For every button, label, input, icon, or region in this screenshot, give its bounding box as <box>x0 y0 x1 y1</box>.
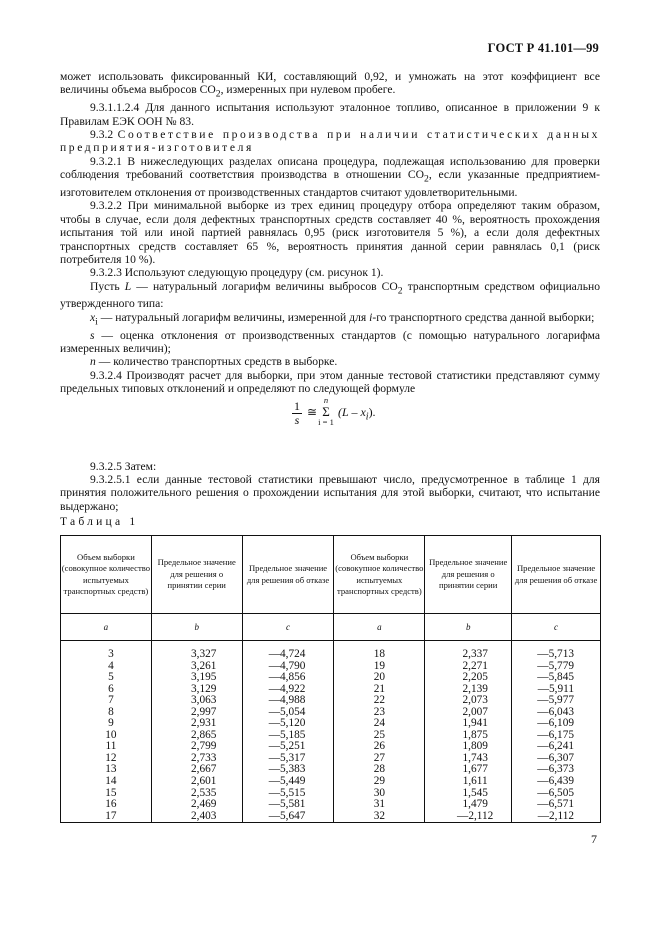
table-cell: 2,073 <box>462 694 488 707</box>
table-cell: 5 <box>108 671 114 684</box>
table-cell: 2,931 <box>191 717 217 730</box>
table-cell: 21 <box>373 682 386 695</box>
table-cell: —5,911 <box>537 682 574 695</box>
table-cell: 28 <box>373 763 386 776</box>
table-cell: —2,112 <box>537 809 574 822</box>
table-header-row <box>61 536 601 614</box>
table-cell: 3,261 <box>191 659 217 672</box>
document-code-header: ГОСТ Р 41.101—99 <box>487 41 599 55</box>
paragraph-9-3-2-5: 9.3.2.5 Затем: <box>90 459 157 473</box>
table-cell: —2,112 <box>457 809 494 822</box>
table-cell: 32 <box>373 809 386 822</box>
table-cell: 1,941 <box>462 717 488 730</box>
letter-cell: a <box>334 614 425 641</box>
table-cell: —5,647 <box>268 809 306 822</box>
table-title: Таблица 1 <box>60 515 139 528</box>
table-cell: 18 <box>373 648 386 660</box>
table-cell: 3 <box>108 648 114 660</box>
formula-expression: $(L - x_i)$. <box>338 404 376 422</box>
table-cell: 7 <box>108 694 114 707</box>
header-accept-right: Предельное значение для решения о принятии серии <box>425 536 512 614</box>
table-cell: 20 <box>373 671 386 684</box>
definition-s: s — оценка отклонения от производственных стандартов (с помощью натурального логарифма измеренных величин); <box>60 328 600 355</box>
letter-cell: c <box>242 614 334 641</box>
paragraph-9-3-2-4: 9.3.2.4 Производят расчет для выборки, при этом данные тестовой статистики представляют сумму предельных типовых отклонений и определяют по следующей формуле <box>60 368 600 396</box>
table-cell: 24 <box>373 717 386 730</box>
table-cell: 2,799 <box>191 740 217 753</box>
table-cell: 30 <box>373 786 386 799</box>
section-heading-9-3-2: 9.3.2 Соответствие производства при наличии статистических данных предприятия-изготовителя <box>60 127 600 155</box>
table-cell: 8 <box>108 705 114 718</box>
table-cell: 23 <box>373 705 386 718</box>
table-cell: 3,063 <box>191 694 217 707</box>
table-cell: 2,997 <box>191 705 217 718</box>
column-reject-left <box>242 641 334 823</box>
table-cell: 2,007 <box>462 705 488 718</box>
document-body <box>60 70 600 513</box>
table-cell: 25 <box>373 728 386 741</box>
test-statistic-formula <box>60 396 600 460</box>
table-cell: —4,790 <box>268 659 306 672</box>
table-cell: 1,677 <box>462 763 488 776</box>
paragraph-9-3-2-5-1: 9.3.2.5.1 если данные тестовой статистики превышают число, предусмотренное в таблице 1 для принятия положительного решения о прохождении испытания для этой выборки, считают, что испытание выдержано; <box>60 473 600 513</box>
table-cell: 2,205 <box>462 671 488 684</box>
table-cell: 1,875 <box>462 728 488 741</box>
letter-cell: b <box>151 614 242 641</box>
table-cell: 1,479 <box>462 798 488 811</box>
table-cell: —6,439 <box>537 775 574 788</box>
table-cell: 12 <box>105 751 117 764</box>
table-cell: 2,667 <box>191 763 217 776</box>
table-cell: 17 <box>105 809 117 822</box>
table-cell: 3,195 <box>191 671 217 684</box>
table-cell: —5,779 <box>537 659 574 672</box>
table-cell: —5,845 <box>537 671 574 684</box>
table-cell: —5,581 <box>268 798 306 811</box>
table-cell: —6,505 <box>537 786 574 799</box>
paragraph-9-3-2-2: 9.3.2.2 При минимальной выборке из трех единиц процедуру отбора определяют таким образом, чтобы в случае, если доля дефектных транспортных средств составляет 40 %, вероятность прохождения испытания той или иной партией равнялась 0,95 (риск изготовителя 5 %), а если доля дефектных транспортных средств составляет 65 %, вероятность принятия данной серии равнялась 0,1 (риск потребителя 10 %). <box>60 199 600 266</box>
paragraph-9-3-1-1-2-4: 9.3.1.1.2.4 Для данного испытания используют эталонное топливо, описанное в приложении 9 к Правилам ЕЭК ООН № 83. <box>60 101 600 128</box>
table-cell: —4,724 <box>268 648 306 660</box>
page-number: 7 <box>591 832 597 846</box>
table-cell: —6,175 <box>537 728 574 741</box>
table-cell: 1,743 <box>462 751 488 764</box>
letter-cell: c <box>512 614 601 641</box>
table-cell: 2,403 <box>191 809 217 822</box>
table-cell: —5,317 <box>268 751 306 764</box>
table-cell: 1,809 <box>462 740 488 753</box>
table-cell: 15 <box>105 786 117 799</box>
table-cell: 26 <box>373 740 386 753</box>
table-cell: —5,515 <box>268 786 306 799</box>
table-cell: 16 <box>105 798 117 811</box>
definition-xi: $x_i$ — натуральный логарифм величины, измеренной для i-го транспортного средства данной выборки; <box>90 310 595 328</box>
table-data-row <box>61 641 601 823</box>
table-cell: —6,241 <box>537 740 574 753</box>
column-reject-right <box>512 641 601 823</box>
column-accept-right <box>425 641 512 823</box>
table-cell: 31 <box>373 798 386 811</box>
column-accept-left <box>151 641 242 823</box>
header-reject-left: Предельное значение для решения об отказе <box>242 536 334 614</box>
table-cell: —5,977 <box>537 694 574 707</box>
table-cell: 2,601 <box>191 775 217 788</box>
formula-summation: n Σ i = 1 <box>318 394 334 427</box>
header-sample-size-right: Объем выборки (совокупное количество испытуемых транспортных средств) <box>334 536 425 614</box>
letter-cell: b <box>425 614 512 641</box>
header-reject-right: Предельное значение для решения об отказе <box>512 536 601 614</box>
letter-cell: a <box>61 614 152 641</box>
table-letter-row <box>61 614 601 641</box>
table-cell: 2,337 <box>462 648 488 660</box>
table-cell: 3,129 <box>191 682 217 695</box>
paragraph-fixed-ki: может использовать фиксированный КИ, составляющий 0,92, и умножать на этот коэффициент все величины объема выбросов $СО_2$, измеренных при нулевом пробеге. <box>60 70 600 100</box>
table-cell: 2,733 <box>191 751 217 764</box>
table-cell: 2,271 <box>462 659 488 672</box>
limit-values-table <box>60 535 601 823</box>
formula-approx-sign: ≅ <box>307 404 318 419</box>
paragraph-9-3-2-3: 9.3.2.3 Используют следующую процедуру (см. рисунок 1). <box>90 266 384 280</box>
table-cell: 29 <box>373 775 386 788</box>
table-cell: —5,120 <box>268 717 306 730</box>
table-cell: —6,571 <box>537 798 574 811</box>
table-cell: 2,469 <box>191 798 217 811</box>
table-cell: 27 <box>373 751 386 764</box>
definition-n: n — количество транспортных средств в выборке. <box>90 355 338 369</box>
table-cell: —6,043 <box>537 705 574 718</box>
definition-l: Пусть L — натуральный логарифм величины выбросов $СО_2$ транспортным средством официально утвержденного типа: <box>60 279 600 311</box>
table-cell: —5,383 <box>268 763 306 776</box>
table-cell: 14 <box>105 775 117 788</box>
table-cell: —4,856 <box>268 671 306 684</box>
table-cell: —4,922 <box>268 682 306 695</box>
paragraph-9-3-2-1: 9.3.2.1 В нижеследующих разделах описана процедура, подлежащая использованию для проверки соблюдения требований соответствия производства в отношении $СО_2$, если указанные предприятием-изготовителем отклонения от производственных стандартов считают удовлетворительными. <box>60 154 600 199</box>
column-sample-size-left <box>61 641 152 823</box>
table-cell: 2,139 <box>462 682 488 695</box>
table-cell: 2,865 <box>191 728 217 741</box>
table-cell: 1,545 <box>462 786 488 799</box>
table-cell: —6,109 <box>537 717 574 730</box>
table-cell: —5,054 <box>268 705 306 718</box>
header-sample-size-left: Объем выборки (совокупное количество испытуемых транспортных средств) <box>61 536 152 614</box>
formula-fraction: $\frac{1}{s}$ <box>294 398 300 427</box>
table-cell: 22 <box>373 694 386 707</box>
table-cell: 3,327 <box>191 648 217 660</box>
table-cell: 9 <box>108 717 114 730</box>
table-cell: —5,251 <box>268 740 306 753</box>
table-cell: 6 <box>108 682 114 695</box>
table-cell: —4,988 <box>268 694 306 707</box>
table-cell: 1,611 <box>462 775 488 788</box>
table-cell: 4 <box>108 659 114 672</box>
table-cell: 2,535 <box>191 786 217 799</box>
table-cell: —6,373 <box>537 763 574 776</box>
column-sample-size-right <box>334 641 425 823</box>
table-cell: —5,185 <box>268 728 306 741</box>
table-cell: —5,449 <box>268 775 306 788</box>
header-accept-left: Предельное значение для решения о принятии серии <box>151 536 242 614</box>
table-cell: 11 <box>105 740 117 753</box>
table-cell: 19 <box>373 659 386 672</box>
table-cell: —6,307 <box>537 751 574 764</box>
table-cell: 10 <box>105 728 117 741</box>
table-cell: —5,713 <box>537 648 574 660</box>
table-cell: 13 <box>105 763 117 776</box>
